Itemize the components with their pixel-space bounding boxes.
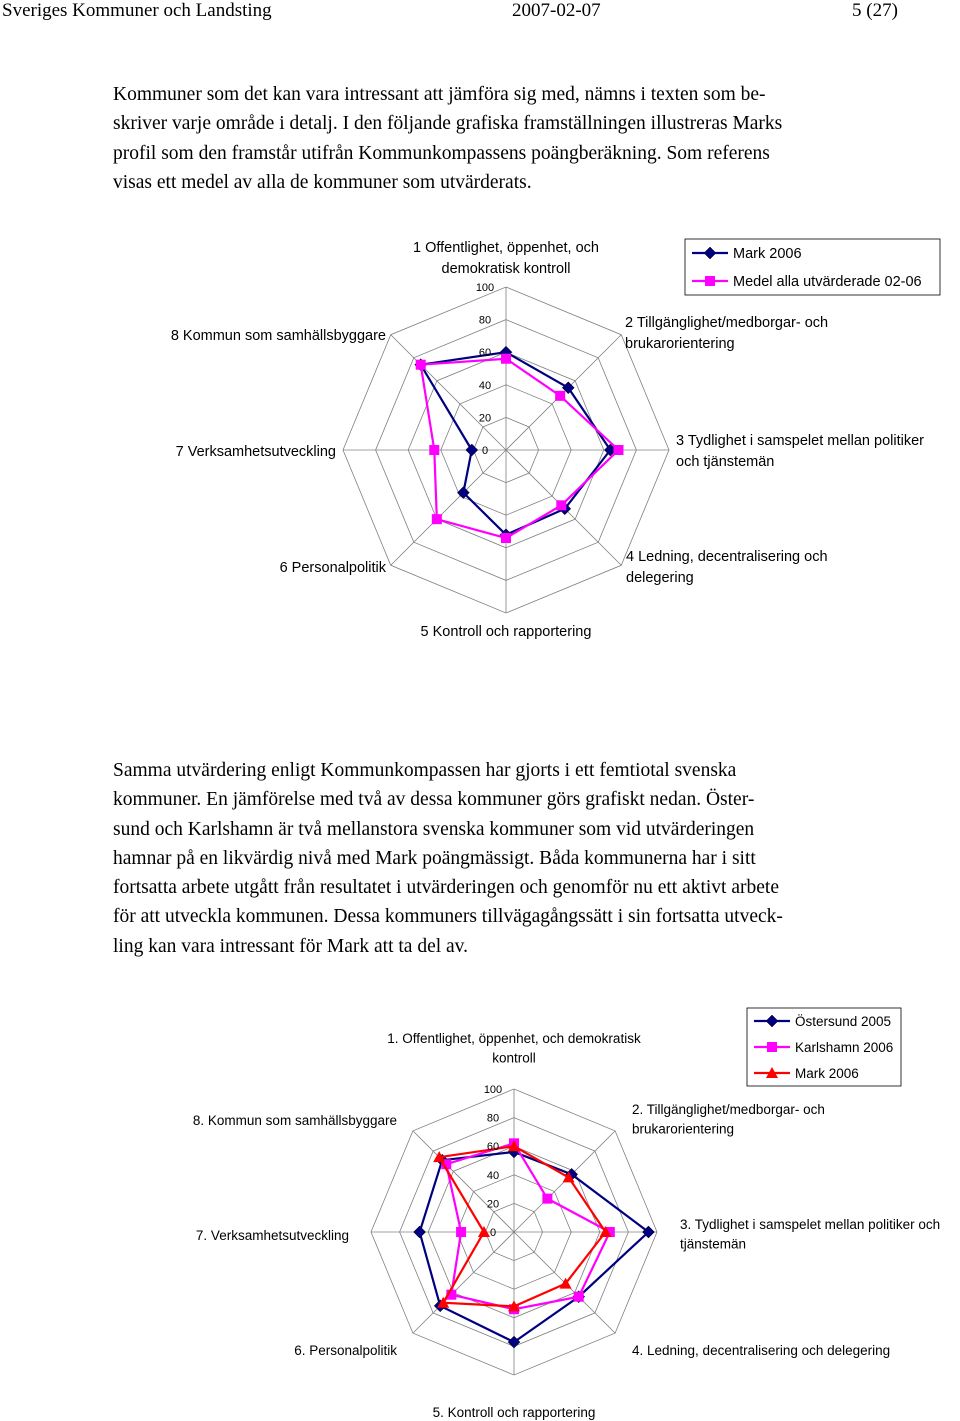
legend-marker [705, 276, 715, 286]
category-label: 4 Ledning, decentralisering och delegering [626, 549, 828, 587]
data-point [466, 444, 478, 456]
text-line: fortsatta arbete utgått från resultatet i utvärderingen och genomför nu ett aktivt arbete [113, 877, 779, 899]
data-point [416, 360, 426, 370]
category-label: 7 Verksamhetsutveckling [175, 444, 336, 460]
text-line: ling kan vara intressant för Mark att ta del av. [113, 935, 469, 957]
data-point [414, 1226, 426, 1238]
text-line: Kommuner som det kan vara intressant att jämföra sig med, nämns i texten som be- [113, 84, 766, 105]
header-date: 2007-02-07 [512, 0, 601, 21]
text-line: sund och Karlshamn är två mellanstora svenska kommuner som vid utvärderingen [113, 818, 755, 840]
category-label: 6 Personalpolitik [279, 560, 386, 576]
header-org: Sveriges Kommuner och Landsting [2, 0, 272, 21]
category-label: 2. Tillgänglighet/medborgar- och brukarorientering [632, 1102, 825, 1137]
data-point [542, 1194, 552, 1204]
category-label: 5 Kontroll och rapportering [420, 624, 592, 640]
tick-labels [484, 1084, 502, 1239]
data-point [432, 514, 442, 524]
legend [685, 239, 940, 295]
legend-label: Östersund 2005 [795, 1014, 892, 1029]
series-1 [416, 354, 624, 543]
category-label: 7. Verksamhetsutveckling [195, 1228, 349, 1243]
text-line: profil som den framstår utifrån Kommunkompassens poängberäkning. Som referens [113, 142, 770, 164]
radar-chart-comparison [0, 1000, 960, 1421]
tick-label: 20 [478, 412, 492, 425]
data-point [574, 1292, 584, 1302]
series-line [421, 359, 619, 538]
tick-label: 40 [486, 1169, 500, 1182]
tick-label: 20 [486, 1198, 500, 1211]
legend-marker [767, 1042, 777, 1052]
category-label: 3. Tydlighet i samspelet mellan politiker och tjänstemän [680, 1217, 941, 1252]
text-line: hamnar på en likvärdig nivå med Mark poängmässigt. Båda kommunerna har i sitt [113, 847, 756, 869]
text-line: skriver varje område i detalj. I den följande grafiska framställningen illustreras Marks [113, 113, 783, 135]
category-label: 8 Kommun som samhällsbyggare [170, 328, 386, 344]
series-line [446, 1143, 610, 1309]
intro-paragraph [113, 80, 853, 197]
page-header [0, 0, 960, 24]
legend-label: Medel alla utvärderade 02-06 [733, 274, 922, 290]
tick-label: 100 [483, 1084, 503, 1096]
category-label: 5. Kontroll och rapportering [432, 1405, 596, 1420]
data-point [429, 445, 439, 455]
legend [747, 1008, 901, 1086]
category-label: 3 Tydlighet i samspelet mellan politiker och tjänstemän [676, 433, 924, 471]
category-label: 4. Ledning, decentralisering och delegering [632, 1343, 891, 1358]
tick-label: 80 [478, 314, 492, 327]
data-point [555, 391, 565, 401]
category-label: 6. Personalpolitik [294, 1343, 397, 1358]
body-paragraph [113, 756, 853, 961]
radar-chart-mark [0, 230, 960, 650]
category-label: 2 Tillgänglighet/medborgar- och brukarorientering [625, 315, 829, 353]
legend-label: Mark 2006 [795, 1066, 859, 1081]
tick-label: 0 [481, 445, 489, 457]
category-labels [193, 1031, 940, 1420]
data-point [613, 445, 623, 455]
tick-label: 40 [478, 379, 492, 392]
legend-label: Mark 2006 [733, 246, 802, 262]
category-label: 1. Offentlighet, öppenhet, och demokratisk kontroll [387, 1031, 641, 1066]
data-point [456, 1227, 466, 1237]
header-page: 5 (27) [852, 0, 898, 21]
tick-labels [476, 282, 494, 457]
tick-label: 60 [478, 347, 492, 360]
data-point [478, 1226, 490, 1237]
category-label: 8. Kommun som samhällsbyggare [192, 1113, 397, 1128]
text-line: för att utveckla kommunen. Dessa kommuners tillvägagångssätt i sin fortsatta utveck- [113, 906, 783, 928]
tick-label: 0 [489, 1227, 497, 1239]
category-labels [171, 240, 924, 640]
tick-label: 60 [486, 1141, 500, 1154]
text-line: Samma utvärdering enligt Kommunkompassen har gjorts i ett femtiotal svenska [113, 760, 737, 781]
tick-label: 100 [475, 282, 495, 294]
legend-label: Karlshamn 2006 [795, 1040, 894, 1055]
data-point [556, 500, 566, 510]
category-label: 1 Offentlighet, öppenhet, och demokratisk kontroll [413, 240, 599, 278]
text-line: visas ett medel av alla de kommuner som utvärderats. [113, 171, 532, 193]
text-line: kommuner. En jämförelse med två av dessa kommuner görs grafiskt nedan. Öster- [113, 789, 755, 811]
data-point [501, 533, 511, 543]
data-point [501, 354, 511, 364]
tick-label: 80 [486, 1112, 500, 1125]
